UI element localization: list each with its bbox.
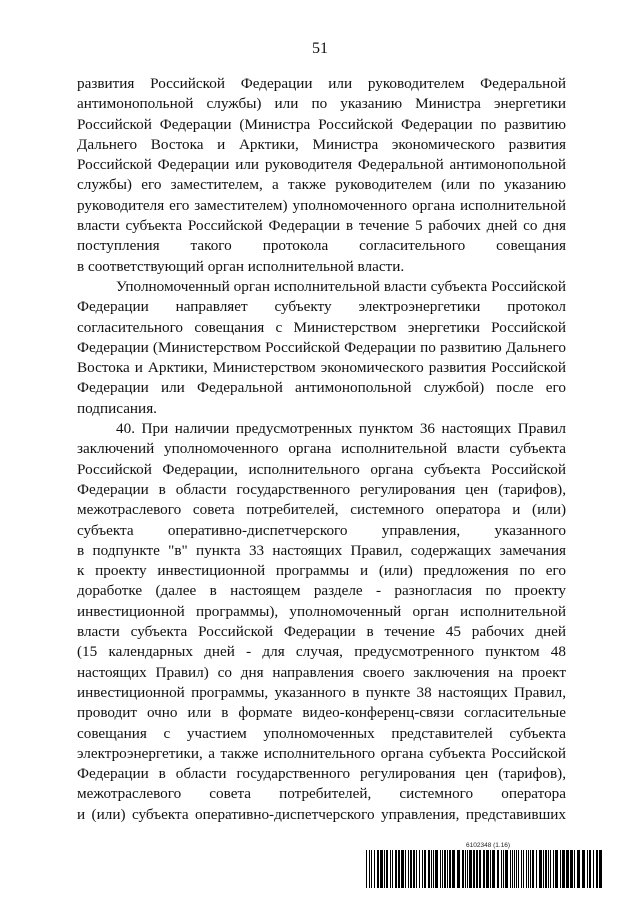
text-line: Федерации (Министерством Российской Федерации по развитию Дальнего <box>77 338 566 356</box>
text-line: инвестиционной программы), уполномоченный орган исполнительной <box>77 602 566 620</box>
text-line: инвестиционной программы, указанного в пункте 38 настоящих Правил, <box>77 683 566 701</box>
text-line: совещания с участием уполномоченных представителей субъекта <box>77 724 566 742</box>
text-line: службы) его заместителем, а также руководителем (или по указанию <box>77 176 566 194</box>
text-line: 40. При наличии предусмотренных пунктом 36 настоящих Правил <box>116 420 566 438</box>
text-line: подписания. <box>77 399 157 417</box>
document-body <box>77 74 566 825</box>
text-line: Российской Федерации, исполнительного органа субъекта Российской <box>77 460 566 478</box>
text-line: субъекта оперативно-диспетчерского управления, указанного <box>77 521 566 539</box>
page-number: 51 <box>312 40 328 57</box>
text-line: доработке (далее в настоящем разделе - разногласия по проекту <box>77 582 566 600</box>
text-line: настоящих Правил) со дня направления своего заключения на проект <box>77 663 566 681</box>
text-line: к проекту инвестиционной программы и (или) предложения по его <box>77 562 566 580</box>
text-line: межотраслевого совета потребителей, системного оператора <box>77 785 566 803</box>
text-line: Федерации в области государственного регулирования цен (тарифов), <box>77 480 566 498</box>
text-line: власти субъекта Российской Федерации в течение 5 рабочих дней со дня <box>77 217 566 235</box>
text-line: поступления такого протокола согласительного совещания <box>77 237 566 255</box>
text-line: руководителя его заместителем) уполномоченного органа исполнительной <box>77 196 566 214</box>
text-line: развития Российской Федерации или руководителем Федеральной <box>77 75 566 92</box>
text-line: согласительного совещания с Министерством энергетики Российской <box>77 318 566 336</box>
barcode-block <box>366 842 602 888</box>
text-line: электроэнергетики, а также исполнительного органа субъекта Российской <box>77 744 566 762</box>
text-line: власти субъекта Российской Федерации в течение 45 рабочих дней <box>77 623 566 641</box>
text-line: Федерации направляет субъекту электроэнергетики протокол <box>77 298 566 316</box>
text-line: заключений уполномоченного органа исполнительной власти субъекта <box>77 440 566 458</box>
text-line: Востока и Арктики, Министерством экономического развития Российской <box>77 359 566 377</box>
text-line: Российской Федерации (Министра Российской Федерации по развитию <box>77 115 566 133</box>
text-line: в соответствующий орган исполнительной власти. <box>77 257 405 275</box>
text-line: в подпункте "в" пункта 33 настоящих Правил, содержащих замечания <box>77 541 566 559</box>
text-line: Федерации или Федеральной антимонопольной службой) после его <box>77 379 566 397</box>
text-line: Дальнего Востока и Арктики, Министра экономического развития <box>77 135 566 153</box>
text-line: межотраслевого совета потребителей, системного оператора и (или) <box>77 501 566 519</box>
text-line: антимонопольной службы) или по указанию Министра энергетики <box>77 95 566 113</box>
text-line: проводит очно или в формате видео-конференц-связи согласительные <box>77 704 566 722</box>
text-line: Российской Федерации или руководителя Федеральной антимонопольной <box>77 156 566 174</box>
barcode-caption: 6102348 (1.16) <box>466 842 511 849</box>
text-line: (15 календарных дней - для случая, предусмотренного пунктом 48 <box>77 643 566 661</box>
text-line: Уполномоченный орган исполнительной власти субъекта Российской <box>116 277 566 295</box>
text-line: и (или) субъекта оперативно-диспетчерского управления, представивших <box>77 805 566 823</box>
text-line: Федерации в области государственного регулирования цен (тарифов), <box>77 765 566 783</box>
barcode-icon <box>366 850 602 888</box>
